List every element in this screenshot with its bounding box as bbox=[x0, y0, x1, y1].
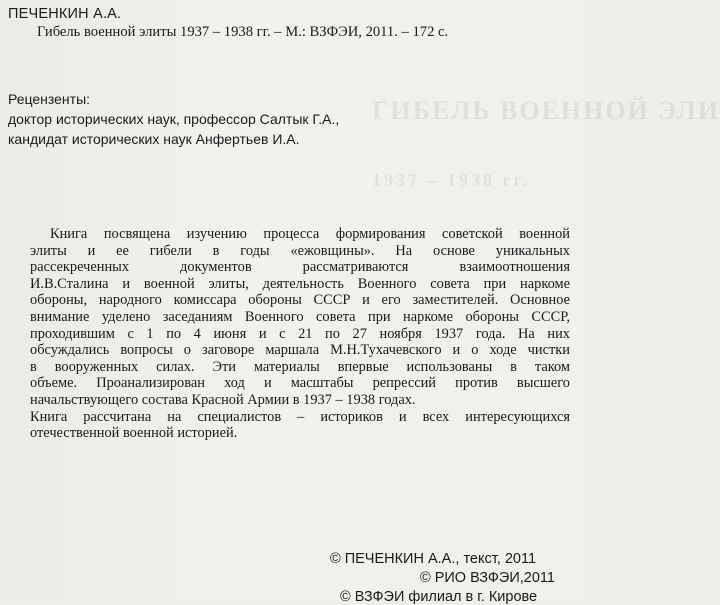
abstract-line: обороны, народного комиссара обороны СССР и его заместителей. Основное bbox=[30, 292, 570, 309]
copyright-author: © ПЕЧЕНКИН А.А., текст, 2011 bbox=[330, 551, 537, 567]
reviewers-label: Рецензенты: bbox=[8, 91, 91, 107]
abstract-line: элиты и ее гибели в годы «ежовщины». На основе уникальных bbox=[30, 242, 570, 259]
copyright-branch: © ВЗФЭИ филиал в г. Кирове bbox=[340, 589, 538, 605]
abstract-line: проходившим с 1 по 4 июня и с 21 по 27 ноября 1937 года. На них bbox=[30, 325, 570, 342]
copyright-publisher: © РИО ВЗФЭИ,2011 bbox=[420, 570, 555, 586]
reviewer-item: доктор исторических наук, профессор Салтык Г.А., bbox=[8, 111, 340, 127]
abstract-text bbox=[30, 226, 570, 442]
show-through-title: ГИБЕЛЬ ВОЕННОЙ ЭЛИ bbox=[372, 96, 720, 125]
abstract-line: начальствующего состава Красной Армии в 1937 – 1938 годах. bbox=[30, 391, 416, 408]
abstract-line: обсуждались вопросы о заговоре маршала М.Н.Тухачевского и о ходе чистки bbox=[30, 342, 570, 359]
abstract-line: в вооруженных силах. Эти материалы впервые использованы в таком bbox=[30, 358, 570, 375]
abstract-line: объеме. Проанализирован ход и масштабы репрессий против высшего bbox=[30, 375, 570, 392]
show-through-years: 1937 – 1938 гг. bbox=[372, 170, 531, 190]
abstract-line: рассекреченных документов рассматриваются взаимоотношения bbox=[30, 259, 570, 276]
bibliographic-entry: Гибель военной элиты 1937 – 1938 гг. – М.: ВЗФЭИ, 2011. – 172 с. bbox=[37, 24, 449, 40]
abstract-line: И.В.Сталина и военной элиты, деятельность Военного совета при наркоме bbox=[30, 275, 570, 292]
author-heading: ПЕЧЕНКИН А.А. bbox=[8, 6, 122, 22]
abstract-line: внимание уделено заседаниям Военного совета при наркоме обороны СССР, bbox=[30, 308, 570, 325]
abstract-line: Книга рассчитана на специалистов – историков и всех интересующихся bbox=[30, 408, 570, 425]
abstract-line: Книга посвящена изучению процесса формирования советской военной bbox=[50, 226, 570, 242]
abstract-line: отечественной военной историей. bbox=[30, 425, 238, 442]
reviewer-item: кандидат исторических наук Анфертьев И.А. bbox=[8, 131, 300, 147]
